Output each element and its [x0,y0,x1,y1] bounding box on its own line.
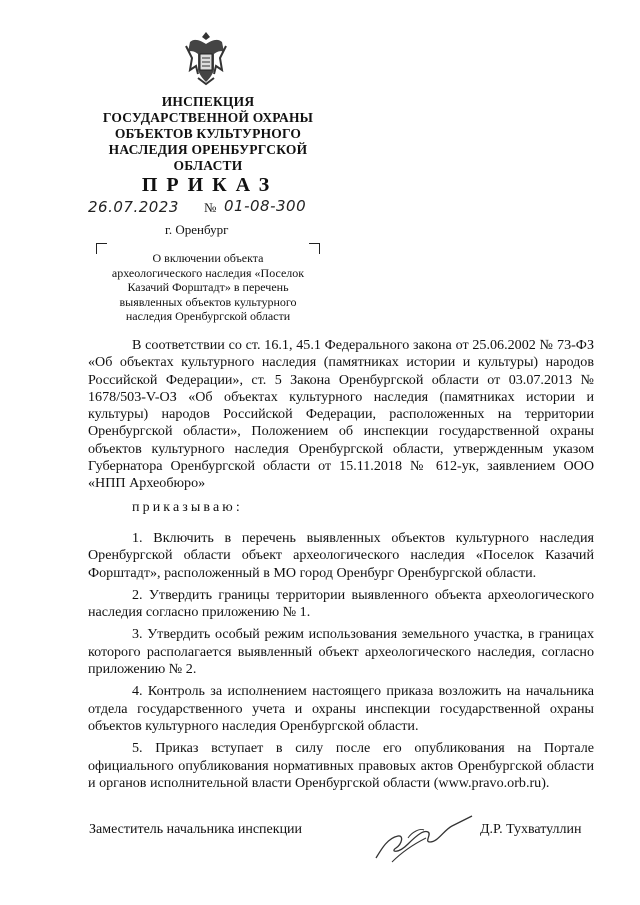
document-type-title: ПРИКАЗ [141,174,279,196]
handwritten-date: 26.07.2023 [88,198,179,216]
issuing-authority [92,94,324,174]
order-item: 2. Утвердить границы территории выявленного объекта археологического наследия согласно приложению № 1. [88,586,594,621]
subject-line: выявленных объектов культурного [119,294,297,309]
subject-line: О включении объекта [152,251,264,265]
signer-position: Заместитель начальника инспекции [89,822,303,837]
org-line: ИНСПЕКЦИЯ [161,94,255,109]
date-number-line [84,197,334,221]
order-item: 1. Включить в перечень выявленных объектов культурного наследия Оренбургской области объект археологического наследия «Поселок Казачий Форштадт», расположенный в МО город Оренбург Оренбургской области. [88,530,594,581]
subject-line: археологического наследия «Поселок [111,265,305,280]
order-items [88,530,594,797]
order-subject [96,251,320,324]
order-item: 3. Утвердить особый режим использования земельного участка, в границах которого располагается выявленный объект археологического наследия, согласно приложению № 2. [88,626,594,678]
subject-line: Казачий Форштадт» в перечень [127,280,289,295]
order-item: 4. Контроль за исполнением настоящего приказа возложить на начальника отдела государственного учета и охраны инспекции государственной охраны объектов культурного наследия Оренбургской области. [88,683,594,734]
order-directive: приказываю: [132,500,243,515]
handwritten-signature [368,808,478,868]
org-line: НАСЛЕДИЯ ОРЕНБУРГСКОЙ [108,142,308,157]
signer-name: Д.Р. Тухватуллин [480,822,582,837]
org-line: ОБЪЕКТОВ КУЛЬТУРНОГО [114,126,302,141]
preamble-paragraph: В соответствии со ст. 16.1, 45.1 Федерального закона от 25.06.2002 № 73-ФЗ «Об объектах культурного наследия (памятниках истории и культуры) народов Российской Федерации», ст. 5 Закона Оренбургской области от 03.07.2013 № 1678/503-V-ОЗ «Об объектах культурного наследия (памятниках истории и культуры) народов Российской Федерации, расположенных на территории Оренбургской области», Положением об инспекции государственной охраны объектов культурного наследия Оренбургской области, утвержденным указом Губернатора Оренбургской области от 15.11.2018 № 612-ук, заявлением ООО «НПП Археобюро» [88,337,594,492]
org-line: ГОСУДАРСТВЕННОЙ ОХРАНЫ [102,110,314,125]
handwritten-number: 01-08-300 [224,197,307,215]
order-item: 5. Приказ вступает в силу после его опубликования на Портале официального опубликования нормативных правовых актов Оренбургской области и органов исполнительной власти Оренбургской области (www.pravo.orb.ru). [88,740,594,791]
number-sign: № [204,200,217,215]
org-line: ОБЛАСТИ [173,158,243,173]
subject-line: наследия Оренбургской области [125,309,291,324]
coat-of-arms-emblem [184,30,228,86]
city: г. Оренбург [165,222,229,237]
